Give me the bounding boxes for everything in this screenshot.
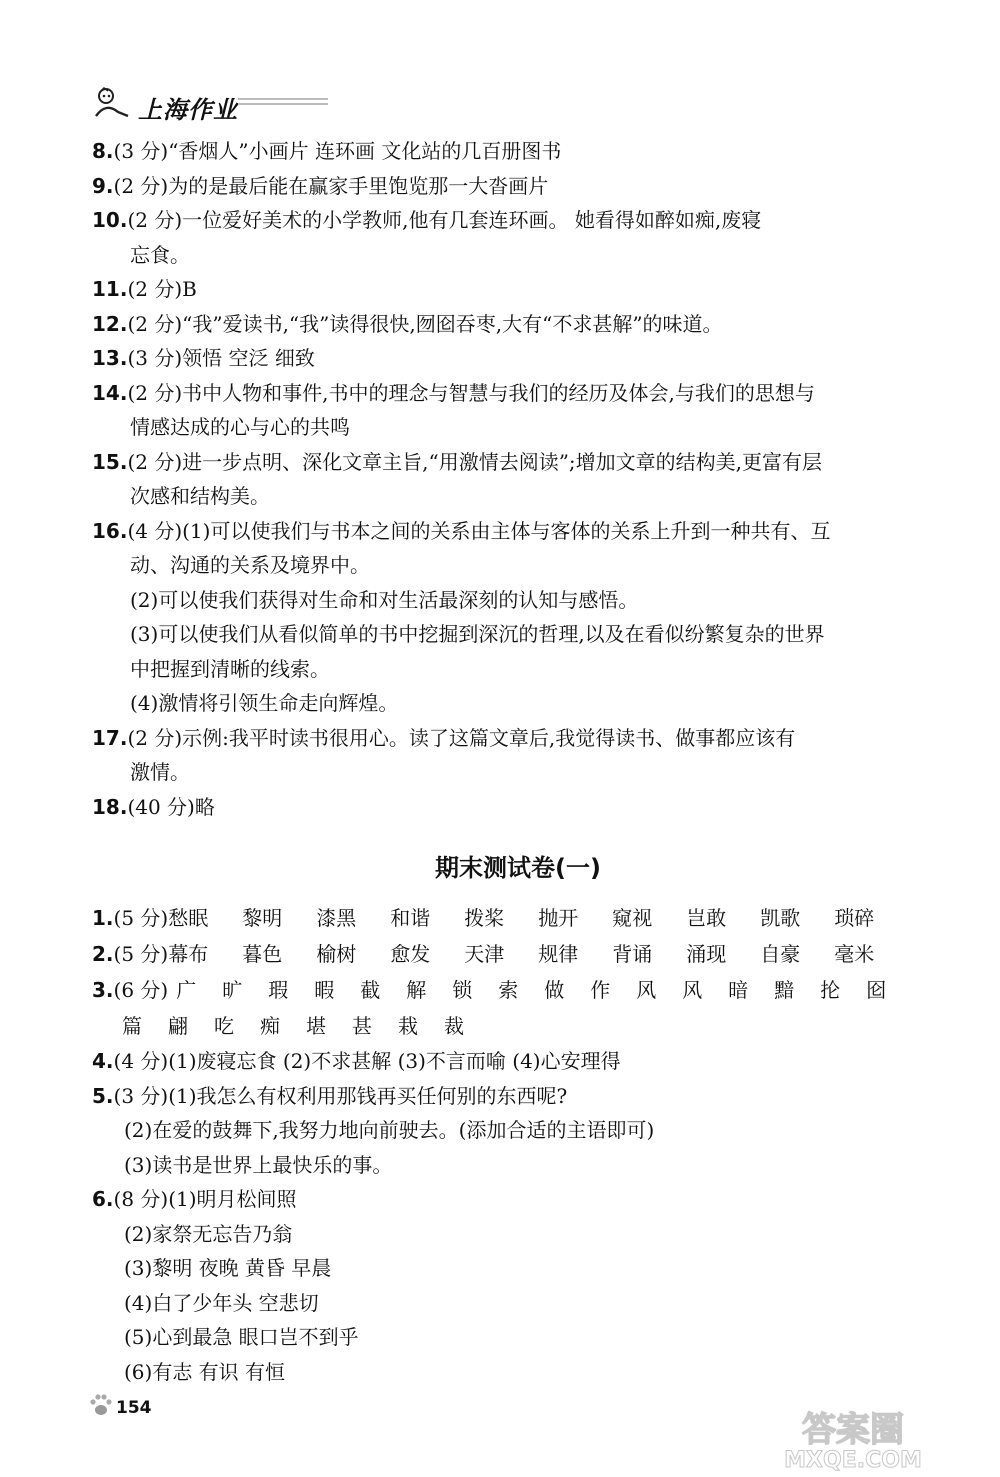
answer-5-sub: (2)在爱的鼓舞下,我努力地向前驶去。(添加合适的主语即可): [124, 1118, 655, 1142]
answer-3: [92, 972, 944, 1008]
answer-2: [92, 936, 944, 972]
answer-12: [92, 307, 944, 342]
answer-1: [92, 900, 944, 936]
char: 截: [360, 978, 381, 1002]
answer-17-cont: 激情。: [130, 760, 190, 784]
question-number: 4.: [92, 1049, 114, 1073]
word: 暮色: [242, 942, 283, 966]
answer-15: [92, 445, 944, 480]
word: 岂敢: [686, 906, 727, 930]
word: 和谐: [390, 906, 431, 930]
char: 囵: [866, 978, 887, 1002]
word: 涌现: [686, 942, 727, 966]
brand-title: 上海作业: [138, 96, 238, 124]
score: (5 分): [113, 906, 169, 930]
answer-17: [92, 721, 944, 756]
char: 风: [682, 978, 703, 1002]
answer-4: [92, 1044, 944, 1079]
question-number: 10.: [92, 208, 128, 232]
char: 抡: [820, 978, 841, 1002]
answer-3-cont: [92, 1008, 944, 1044]
answer-6-sub: (2)家祭无忘告乃翁: [124, 1221, 293, 1246]
word: 愁眠: [168, 906, 209, 930]
answer-text: (40 分)略: [127, 794, 215, 819]
word: 愈发: [390, 942, 431, 966]
word: 榆树: [316, 942, 357, 966]
answer-16-sub: (2)可以使我们获得对生命和对生活最深刻的认知与感悟。: [130, 587, 639, 612]
char: 黯: [774, 978, 795, 1002]
char: 锁: [452, 978, 473, 1002]
word: 黎明: [242, 906, 283, 930]
word: 凯歌: [760, 906, 801, 930]
question-number: 15.: [92, 449, 128, 474]
answer-6-sub: (5)心到最急 眼口岂不到乎: [124, 1325, 359, 1349]
answer-14: [92, 376, 944, 411]
word: 漆黑: [316, 906, 357, 930]
answer-text: (2 分)为的是最后能在赢家手里饱览那一大沓画片: [113, 173, 549, 198]
char: 暗: [728, 978, 749, 1002]
question-number: 5.: [92, 1083, 114, 1108]
char: 解: [406, 978, 427, 1002]
header-decoration: [238, 98, 328, 108]
answer-16-cont: 动、沟通的关系及境界中。: [130, 553, 370, 577]
char: 篇: [122, 1014, 142, 1038]
char: 翩: [168, 1014, 188, 1038]
paw-print-icon: [88, 1390, 114, 1420]
question-number: 14.: [92, 380, 128, 405]
char: 广: [176, 978, 197, 1002]
answer-10: [92, 203, 944, 238]
answer-text: (8 分)(1)明月松间照: [113, 1187, 297, 1211]
answer-16-sub: (3)可以使我们从看似简单的书中挖掘到深沉的哲理,以及在看似纷繁复杂的世界: [130, 622, 825, 646]
char: 索: [498, 978, 519, 1002]
question-number: 6.: [92, 1187, 114, 1211]
word: 规律: [538, 942, 579, 966]
watermark-title: 答案圈: [802, 1410, 904, 1450]
char: 旷: [222, 978, 243, 1002]
page-footer: [88, 1390, 288, 1430]
answer-text: (4 分)(1)可以使我们与书本之间的关系由主体与客体的关系上升到一种共有、互: [127, 518, 831, 543]
char: 甚: [352, 1014, 372, 1038]
answer-text: (2 分)书中人物和事件,书中的理念与智慧与我们的经历及体会,与我们的思想与: [127, 380, 815, 405]
page-header: [90, 78, 350, 128]
char: 栽: [398, 1014, 418, 1038]
answer-text: (4 分)(1)废寝忘食 (2)不求甚解 (3)不言而喻 (4)心安理得: [113, 1049, 621, 1073]
word: 窥视: [612, 906, 653, 930]
answer-content: [92, 134, 944, 1389]
answer-6-sub: (6)有志 有识 有恒: [124, 1359, 286, 1384]
answer-15-cont: 次感和结构美。: [130, 484, 270, 508]
word: 背诵: [612, 942, 653, 966]
page-number: 154: [116, 1398, 152, 1418]
answer-16: [92, 514, 944, 549]
answer-text: (2 分)B: [127, 277, 197, 301]
answer-text: (2 分)一位爱好美术的小学教师,他有几套连环画。 她看得如醉如痴,废寝: [127, 208, 762, 232]
question-number: 1.: [92, 906, 114, 930]
answer-6-sub: (4)白了少年头 空悲切: [124, 1290, 319, 1315]
answer-text: (3 分)领悟 空泛 细致: [127, 346, 315, 370]
answer-16-sub: 中把握到清晰的线索。: [130, 656, 330, 681]
answer-16-sub: (4)激情将引领生命走向辉煌。: [130, 691, 399, 715]
answer-6: [92, 1182, 944, 1217]
answer-text: (2 分)进一步点明、深化文章主旨,“用激情去阅读”;增加文章的结构美,更富有层: [127, 449, 823, 474]
answer-5: [92, 1079, 944, 1114]
answer-9: [92, 169, 944, 204]
question-number: 9.: [92, 173, 114, 198]
watermark-url: MXQE.COM: [784, 1448, 922, 1473]
word: 拨桨: [464, 906, 505, 930]
word: 抛开: [538, 906, 579, 930]
question-number: 2.: [92, 942, 114, 966]
answer-8: [92, 134, 944, 169]
char: 暇: [314, 978, 335, 1002]
answer-18: [92, 790, 944, 825]
question-number: 11.: [92, 277, 128, 301]
score: (5 分): [113, 942, 169, 966]
answer-text: (3 分)“香烟人”小画片 连环画 文化站的几百册图书: [113, 139, 562, 163]
word: 自豪: [760, 942, 801, 966]
answers-top: [92, 134, 944, 514]
boy-mascot-icon: [90, 86, 132, 120]
question-number: 3.: [92, 978, 114, 1002]
char: 吃: [214, 1014, 234, 1038]
word: 毫米: [834, 942, 875, 966]
answer-text: (2 分)“我”爱读书,“我”读得很快,囫囵吞枣,大有“不求甚解”的味道。: [127, 311, 723, 336]
answer-text: (2 分)示例:我平时读书很用心。读了这篇文章后,我觉得读书、做事都应该有: [127, 725, 796, 750]
score: (6 分): [113, 978, 169, 1002]
watermark-logo: [748, 1405, 958, 1473]
char: 堪: [306, 1014, 326, 1038]
question-number: 13.: [92, 346, 128, 370]
answer-10-cont: 忘食。: [130, 242, 190, 267]
char: 裁: [444, 1014, 464, 1038]
question-number: 18.: [92, 794, 128, 819]
answer-text: (3 分)(1)我怎么有权利用那钱再买任何别的东西呢?: [113, 1083, 568, 1108]
question-number: 8.: [92, 139, 114, 163]
section-title: 期末测试卷(一): [435, 854, 601, 882]
word: 琐碎: [834, 906, 875, 930]
char: 痴: [260, 1014, 280, 1038]
question-number: 16.: [92, 518, 128, 543]
question-number: 12.: [92, 311, 128, 336]
answer-5-sub: (3)读书是世界上最快乐的事。: [124, 1152, 393, 1177]
char: 瑕: [268, 978, 289, 1002]
answer-11: [92, 272, 944, 307]
answer-6-sub: (3)黎明 夜晚 黄昏 早晨: [124, 1256, 332, 1280]
answer-14-cont: 情感达成的心与心的共鸣: [130, 415, 350, 439]
question-number: 17.: [92, 725, 128, 750]
char: 做: [544, 978, 565, 1002]
word: 天津: [464, 942, 505, 966]
char: 作: [590, 978, 611, 1002]
word: 幕布: [168, 942, 209, 966]
char: 风: [636, 978, 657, 1002]
answer-13: [92, 341, 944, 376]
